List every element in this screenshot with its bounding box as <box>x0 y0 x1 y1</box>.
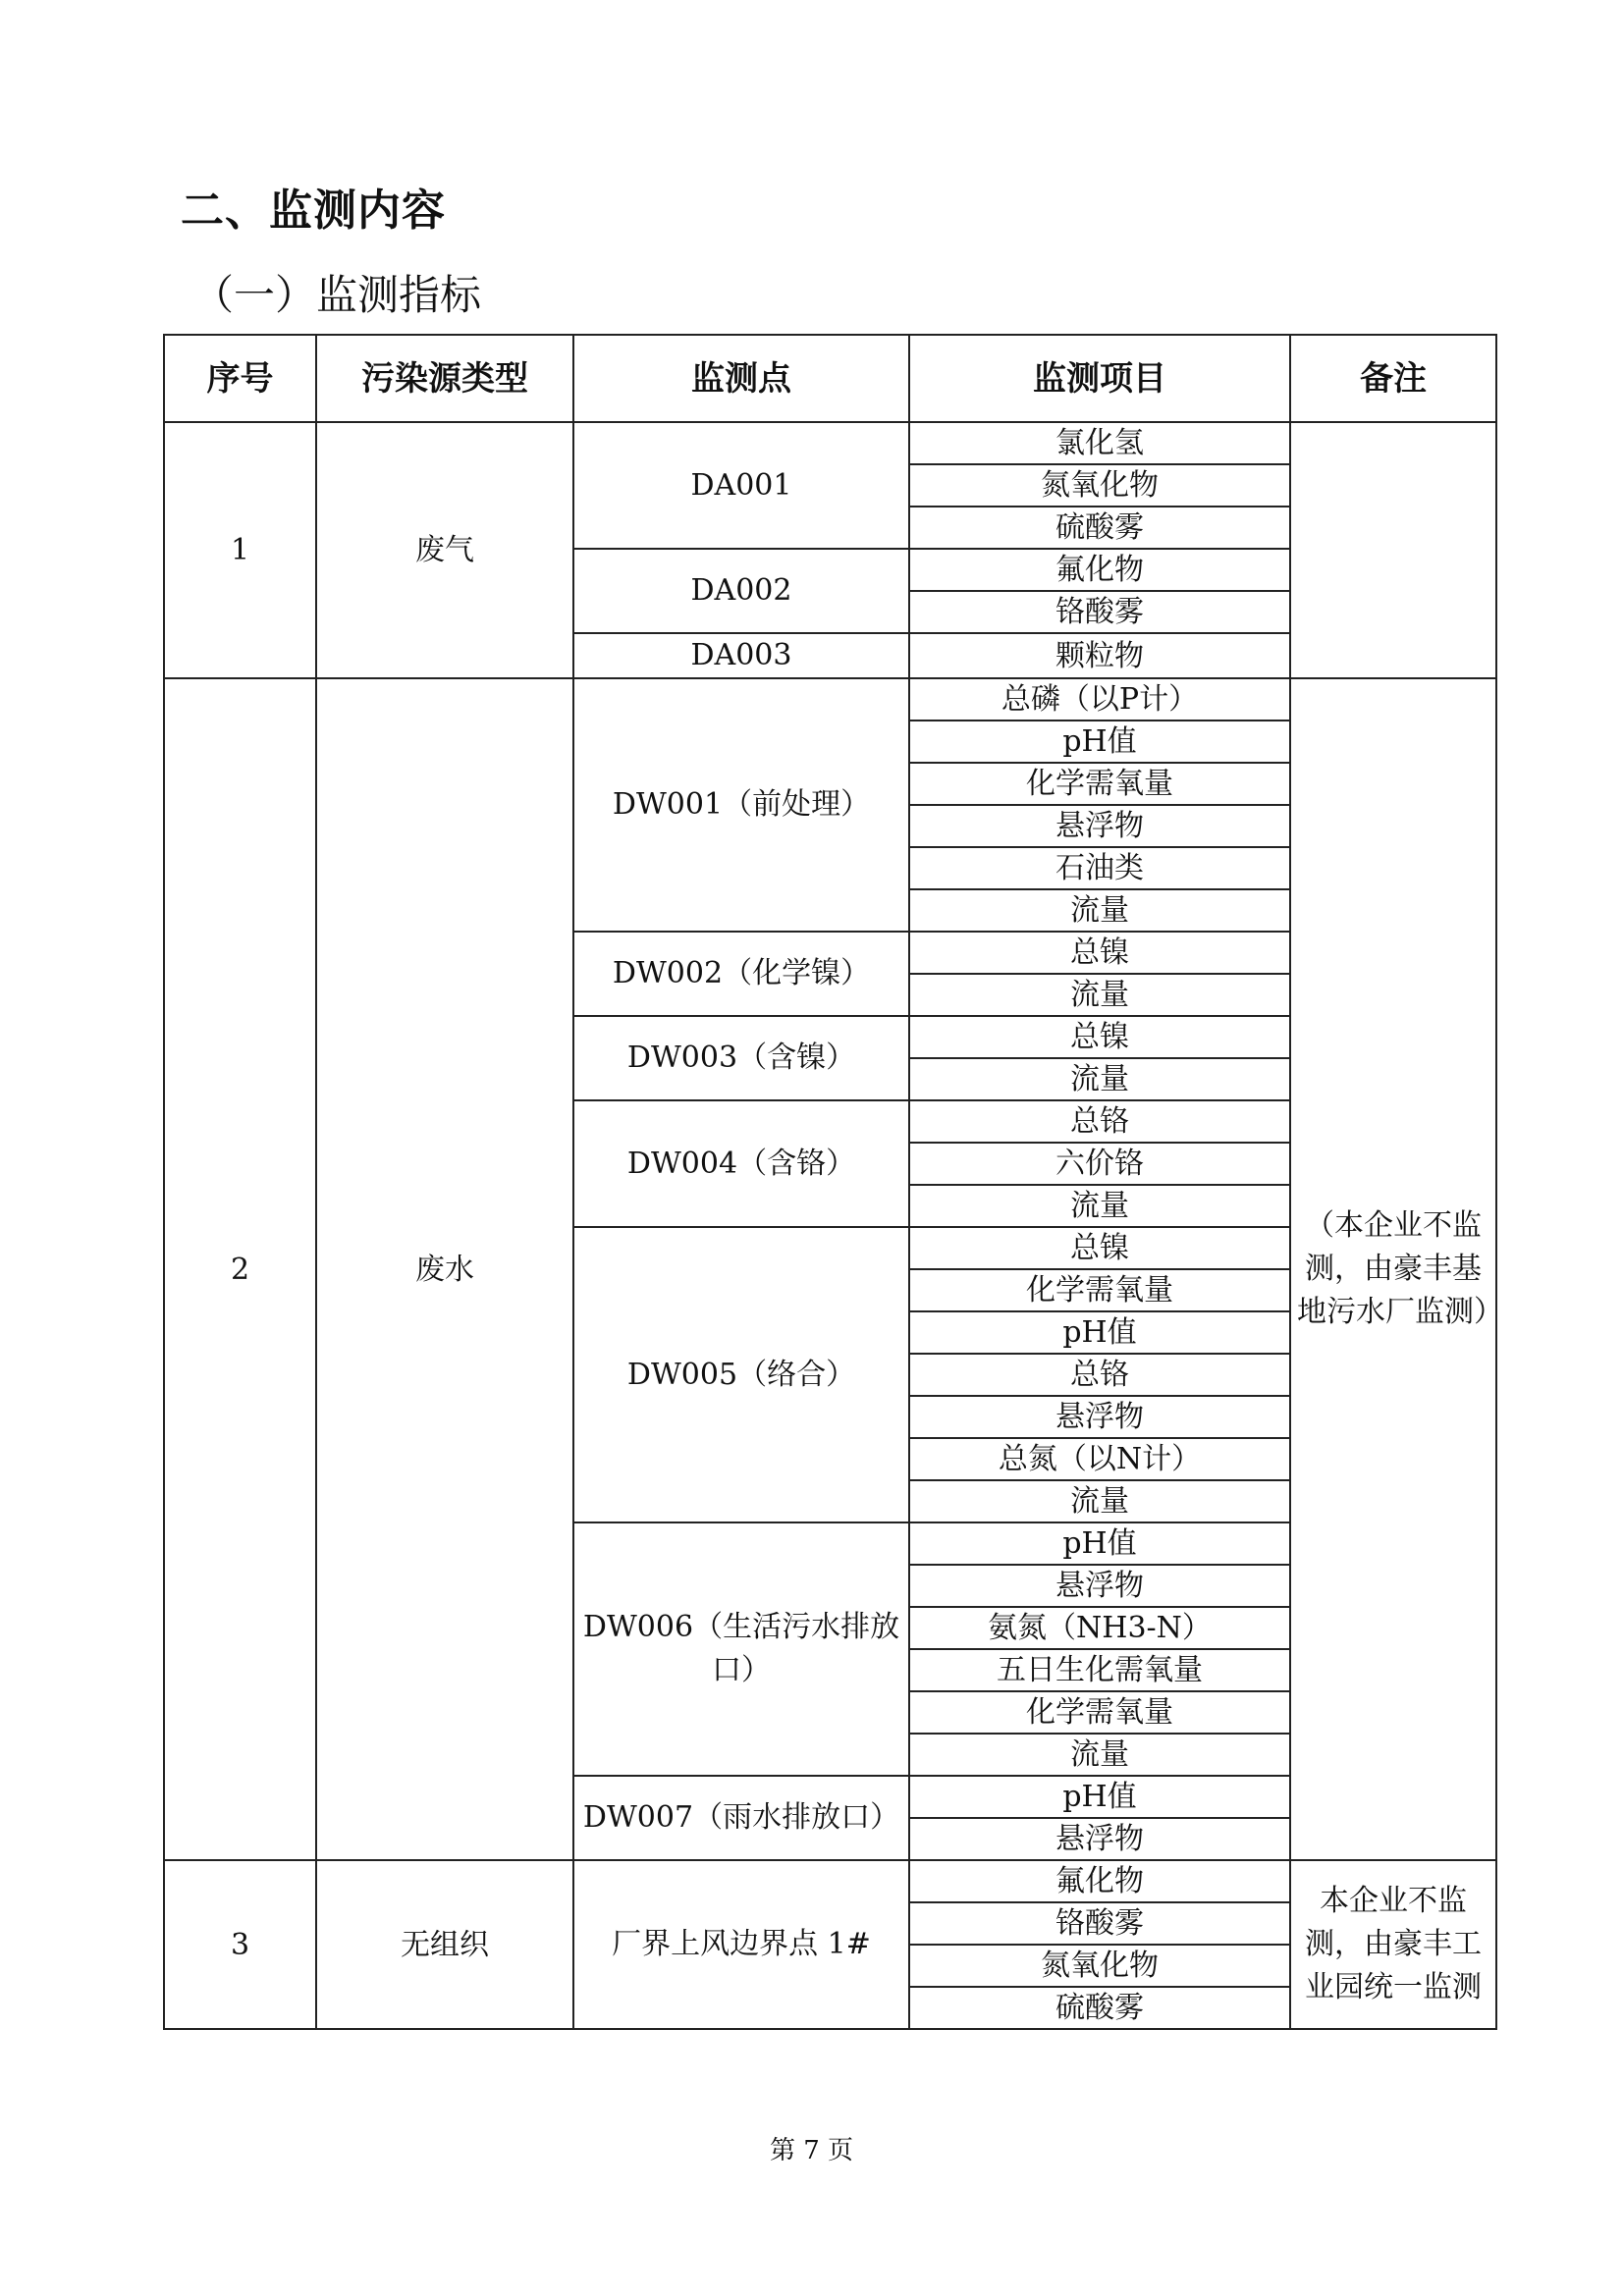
monitoring-table <box>163 334 1503 2030</box>
monitoring-item-cell: 总镍 <box>909 1227 1290 1269</box>
monitoring-point-cell: DA002 <box>573 549 909 633</box>
remark-cell: （本企业不监测，由豪丰基地污水厂监测） <box>1290 678 1496 1860</box>
monitoring-point-cell: DA003 <box>573 633 909 678</box>
monitoring-item-cell: 总铬 <box>909 1100 1290 1143</box>
monitoring-item-cell: 五日生化需氧量 <box>909 1649 1290 1691</box>
subsection-heading: （一）监测指标 <box>192 271 482 319</box>
monitoring-point-cell: DW004（含铬） <box>573 1100 909 1227</box>
monitoring-item-cell: 氯化氢 <box>909 422 1290 464</box>
source-type-cell: 废水 <box>316 678 573 1860</box>
row-number: 3 <box>164 1860 316 2029</box>
monitoring-item-cell: 流量 <box>909 889 1290 932</box>
monitoring-item-cell: 悬浮物 <box>909 805 1290 847</box>
monitoring-item-cell: pH值 <box>909 721 1290 763</box>
monitoring-item-cell: 化学需氧量 <box>909 763 1290 805</box>
monitoring-item-cell: 悬浮物 <box>909 1396 1290 1438</box>
monitoring-point-cell: 厂界上风边界点 1# <box>573 1860 909 2029</box>
monitoring-item-cell: 流量 <box>909 974 1290 1016</box>
monitoring-item-cell: 铬酸雾 <box>909 591 1290 633</box>
header-monitoring-item: 监测项目 <box>909 335 1290 422</box>
table-row <box>164 678 1496 721</box>
monitoring-item-cell: 流量 <box>909 1185 1290 1227</box>
monitoring-point-cell: DW007（雨水排放口） <box>573 1776 909 1860</box>
header-no: 序号 <box>164 335 316 422</box>
source-type-cell: 无组织 <box>316 1860 573 2029</box>
monitoring-item-cell: 氟化物 <box>909 1860 1290 1902</box>
table-header-row <box>164 335 1496 422</box>
monitoring-item-cell: 铬酸雾 <box>909 1902 1290 1945</box>
monitoring-item-cell: 悬浮物 <box>909 1818 1290 1860</box>
monitoring-item-cell: 流量 <box>909 1734 1290 1776</box>
header-remark: 备注 <box>1290 335 1496 422</box>
monitoring-point-cell: DA001 <box>573 422 909 549</box>
monitoring-item-cell: 氮氧化物 <box>909 464 1290 507</box>
monitoring-item-cell: 硫酸雾 <box>909 507 1290 549</box>
table-row <box>164 422 1496 464</box>
monitoring-item-cell: 六价铬 <box>909 1143 1290 1185</box>
monitoring-point-cell: DW001（前处理） <box>573 678 909 932</box>
page-number: 第 7 页 <box>769 2136 854 2165</box>
monitoring-item-cell: 化学需氧量 <box>909 1269 1290 1311</box>
row-number: 2 <box>164 678 316 1860</box>
monitoring-item-cell: 氮氧化物 <box>909 1945 1290 1987</box>
monitoring-item-cell: pH值 <box>909 1776 1290 1818</box>
monitoring-item-cell: pH值 <box>909 1311 1290 1354</box>
monitoring-item-cell: 总镍 <box>909 932 1290 974</box>
source-type-cell: 废气 <box>316 422 573 678</box>
remark-cell: 本企业不监测，由豪丰工业园统一监测 <box>1290 1860 1496 2029</box>
monitoring-item-cell: 石油类 <box>909 847 1290 889</box>
monitoring-point-cell: DW002（化学镍） <box>573 932 909 1016</box>
monitoring-item-cell: 氨氮（NH3-N） <box>909 1607 1290 1649</box>
section-heading: 二、监测内容 <box>181 186 446 236</box>
monitoring-item-cell: 化学需氧量 <box>909 1691 1290 1734</box>
monitoring-item-cell: 总氮（以N计） <box>909 1438 1290 1480</box>
monitoring-item-cell: 颗粒物 <box>909 633 1290 678</box>
monitoring-item-cell: 硫酸雾 <box>909 1987 1290 2029</box>
monitoring-point-cell: DW006（生活污水排放口） <box>573 1522 909 1776</box>
monitoring-item-cell: 流量 <box>909 1480 1290 1522</box>
monitoring-point-cell: DW005（络合） <box>573 1227 909 1522</box>
header-source-type: 污染源类型 <box>316 335 573 422</box>
monitoring-item-cell: 流量 <box>909 1058 1290 1100</box>
monitoring-item-cell: 总铬 <box>909 1354 1290 1396</box>
monitoring-item-cell: 氟化物 <box>909 549 1290 591</box>
row-number: 1 <box>164 422 316 678</box>
monitoring-item-cell: 悬浮物 <box>909 1565 1290 1607</box>
table-row <box>164 1860 1496 1902</box>
monitoring-point-cell: DW003（含镍） <box>573 1016 909 1100</box>
monitoring-item-cell: 总镍 <box>909 1016 1290 1058</box>
header-monitoring-point: 监测点 <box>573 335 909 422</box>
remark-cell <box>1290 422 1496 678</box>
monitoring-item-cell: pH值 <box>909 1522 1290 1565</box>
monitoring-item-cell: 总磷（以P计） <box>909 678 1290 721</box>
table-body <box>164 422 1503 2029</box>
